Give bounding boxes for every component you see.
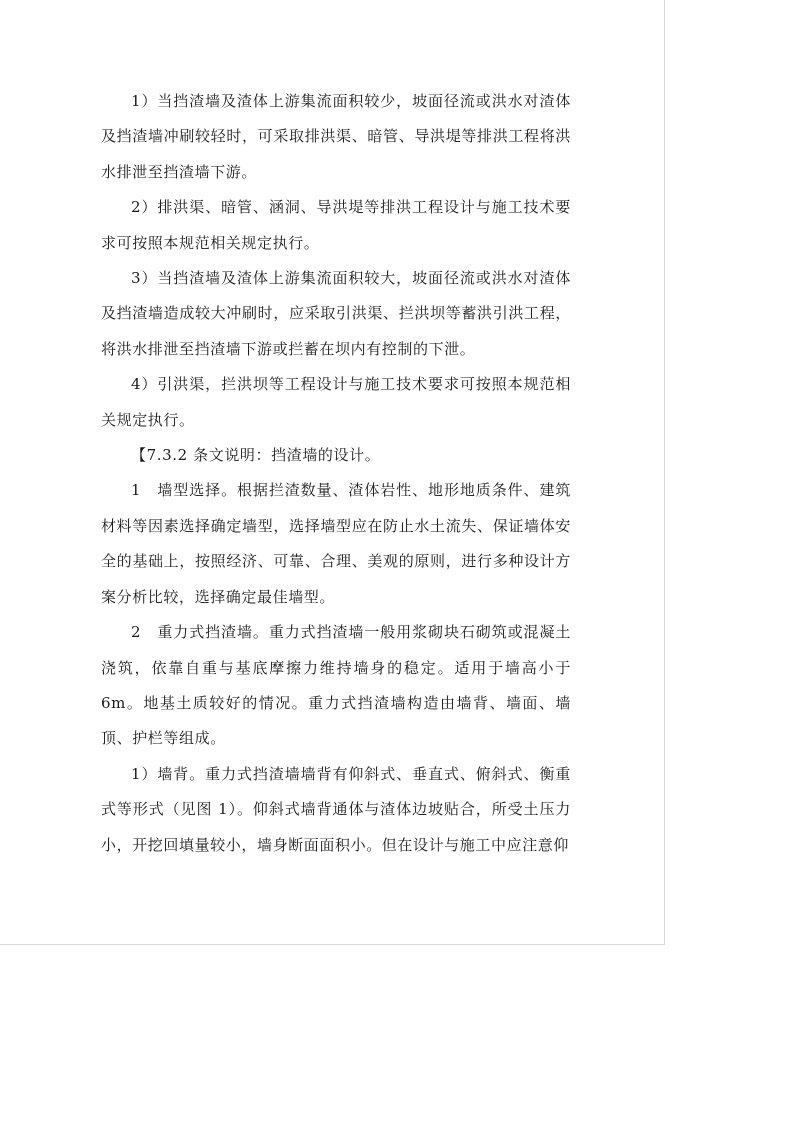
paragraph-3: 3）当挡渣墙及渣体上游集流面积较大，坡面径流或洪水对渣体及挡渣墙造成较大冲刷时，应采取引洪渠、拦洪坝等蓄洪引洪工程，将洪水排泄至挡渣墙下游或拦蓄在坝内有控制的下泄。 (101, 269, 571, 358)
paragraph-1: 1）当挡渣墙及渣体上游集流面积较少，坡面径流或洪水对渣体及挡渣墙冲刷较轻时，可采取排洪渠、暗管、导洪堤等排洪工程将洪水排泄至挡渣墙下游。 (101, 92, 571, 181)
paragraph-2: 2）排洪渠、暗管、涵洞、导洪堤等排洪工程设计与施工技术要求可按照本规范相关规定执行。 (101, 198, 571, 252)
paragraph-wall-type-selection: 1 墙型选择。根据拦渣数量、渣体岩性、地形地质条件、建筑材料等因素选择确定墙型，选择墙型应在防止水土流失、保证墙体安全的基础上，按照经济、可靠、合理、美观的原则，进行多种设计方案分析比较，选择确定最佳墙型。 (101, 481, 571, 606)
document-body (101, 84, 571, 863)
clause-explanation-heading: 【7.3.2 条文说明：挡渣墙的设计。 (131, 446, 381, 465)
paragraph-wall-back: 1）墙背。重力式挡渣墙墙背有仰斜式、垂直式、俯斜式、衡重式等形式（见图 1）。仰斜式墙背通体与渣体边坡贴合，所受土压力小，开挖回填量较小，墙身断面面积小。但在设计与施工中应注意仰 (101, 764, 571, 854)
paragraph-4: 4）引洪渠，拦洪坝等工程设计与施工技术要求可按照本规范相关规定执行。 (101, 375, 571, 429)
paragraph-gravity-wall: 2 重力式挡渣墙。重力式挡渣墙一般用浆砌块石砌筑或混凝土浇筑，依靠自重与基底摩擦力维持墙身的稳定。适用于墙高小于 6m。地基土质较好的情况。重力式挡渣墙构造由墙背、墙面、墙顶、护栏等组成。 (101, 623, 571, 748)
